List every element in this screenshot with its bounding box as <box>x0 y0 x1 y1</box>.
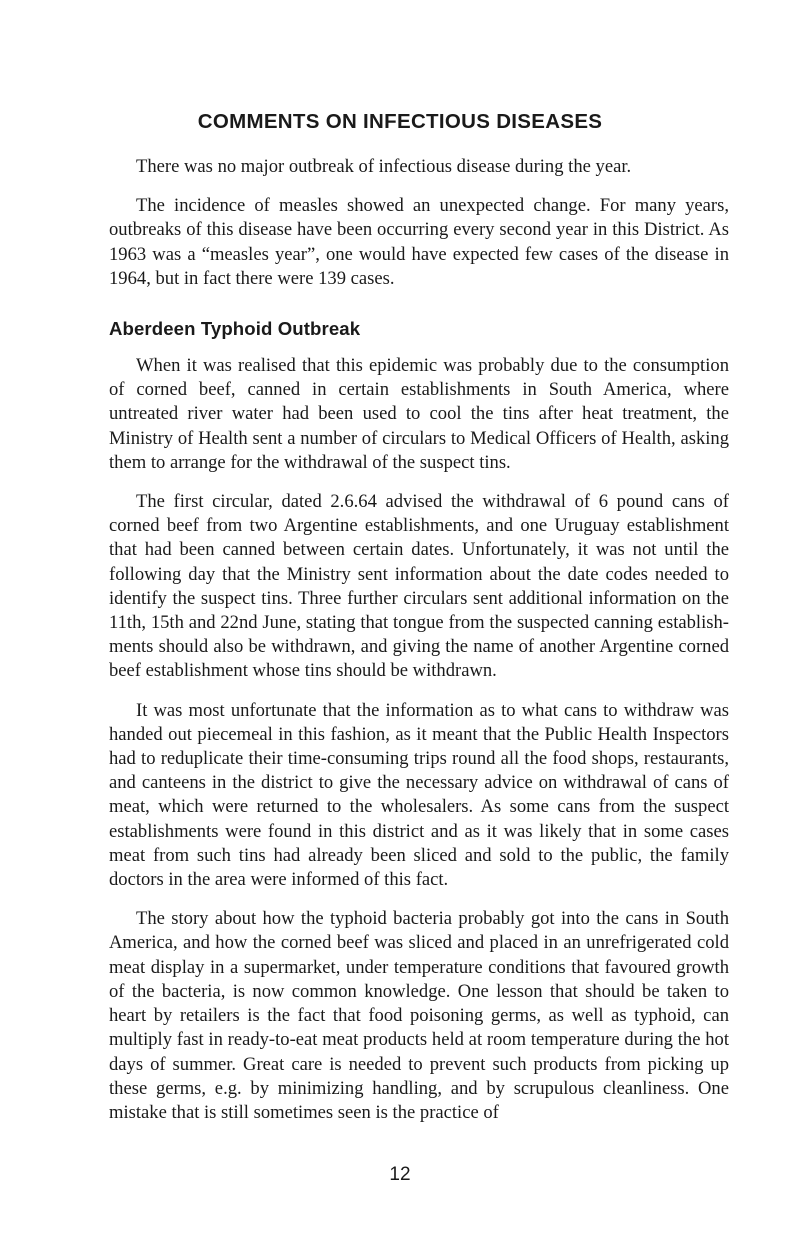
page-number: 12 <box>389 1164 411 1185</box>
paragraph-no-outbreak: There was no major outbreak of infectious disease during the year. <box>136 156 632 177</box>
paragraph-story: The story about how the typhoid bacteria probably got into the cans in South America, and how the corned beef was sliced and placed in an unrefrigerated cold meat display in a supermarket, under temperature conditions that favoured growth of the bacteria, is now common knowledge. One lesson that should be taken to heart by retailers is the fact that food poisoning germs, as well as typhoid, can multiply fast in ready-to-eat meat products held at room temperature during the hot days of summer. Great care is needed to prevent such products from picking up these germs, e.g. by minimizing handling, and by scrupulous cleanliness. One mistake that is still sometimes seen is the practice of <box>109 908 729 1123</box>
paragraph-first-circular: The first circular, dated 2.6.64 advised the withdrawal of 6 pound cans of corned beef from two Argentine establishments, and one Uruguay establishment that had been canned between certain dates. Unfortunately, it was not until the following day that the Ministry sent information about the date codes needed to identify the suspect tins. Three further circulars sent additional information on the 11th, 15th and 22nd June, stating that tongue from the suspected canning establishments should also be withdrawn, and giving the name of another Argentine corned beef establishment whose tins should be withdrawn. <box>109 491 729 682</box>
document-body <box>109 155 729 1140</box>
page-title: COMMENTS ON INFECTIOUS DISEASES <box>197 110 603 133</box>
paragraph-piecemeal: It was most unfortunate that the information as to what cans to withdraw was handed out piecemeal in this fashion, as it meant that the Public Health Inspectors had to reduplicate their time-consuming trips round all the food shops, restaurants, and canteens in the district to give the necessary advice on withdrawal of cans of meat, which were returned to the wholesalers. As some cans from the suspect establishments were found in this district and as it was likely that in some cases meat from such tins had already been sliced and sold to the public, the family doctors in the area were informed of this fact. <box>109 699 729 891</box>
section-heading: Aberdeen Typhoid Outbreak <box>109 318 361 340</box>
paragraph-measles: The incidence of measles showed an unexpected change. For many years, outbreaks of this disease have been occurring every second year in this District. As 1963 was a “measles year”, one would have expected few cases of the disease in 1964, but in fact there were 139 cases. <box>109 195 729 289</box>
paragraph-epidemic-cause: When it was realised that this epidemic was probably due to the consumption of corned beef, canned in certain establishments in South America, where untreated river water had been used to cool the tins after heat treatment, the Ministry of Health sent a number of circulars to Medical Officers of Health, asking them to arrange for the withdrawal of the suspect tins. <box>109 355 729 473</box>
